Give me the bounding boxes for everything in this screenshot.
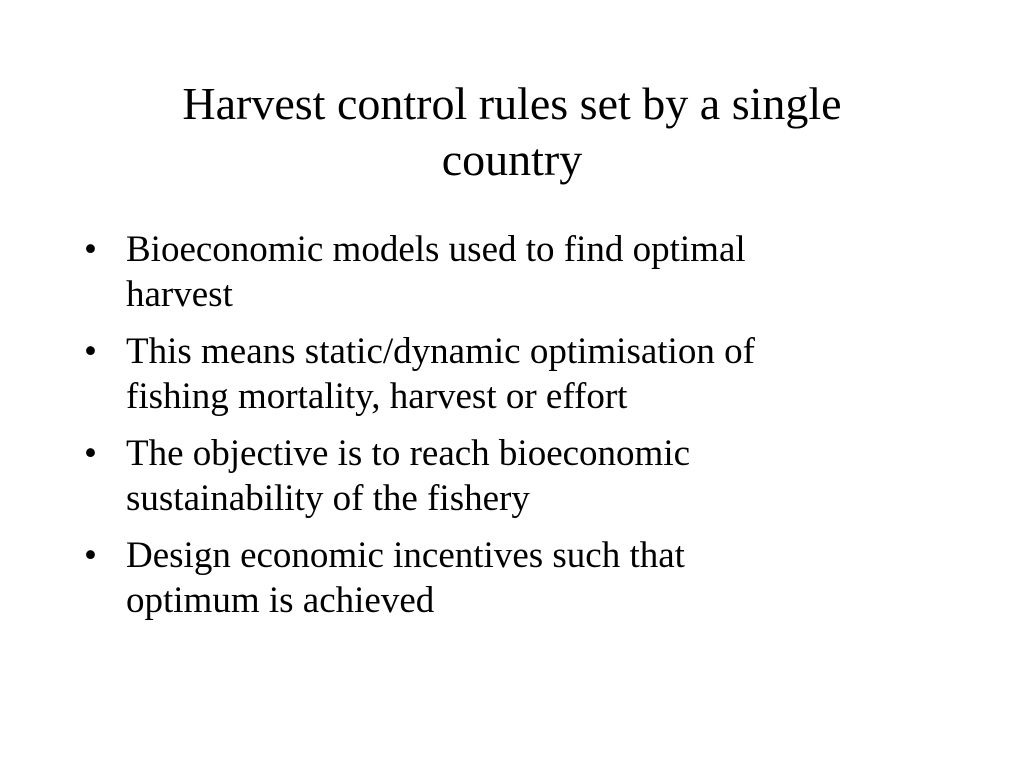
- bullet-icon: •: [84, 331, 97, 372]
- bullet-item-1: [84, 227, 944, 317]
- slide-title-line-1: Harvest control rules set by a single: [182, 78, 842, 129]
- bullet-item-2: [84, 329, 944, 419]
- bullet-text-line: The objective is to reach bioeconomic: [126, 433, 691, 474]
- bullet-item-4: [84, 533, 944, 623]
- bullet-text-line: This means static/dynamic optimisation of: [126, 331, 755, 372]
- bullet-text-line: optimum is achieved: [126, 580, 435, 621]
- bullet-text-line: harvest: [126, 274, 233, 315]
- bullet-item-3: [84, 431, 944, 521]
- bullet-icon: •: [84, 433, 97, 474]
- bullet-text-line: sustainability of the fishery: [126, 478, 530, 519]
- bullet-text-line: Design economic incentives such that: [126, 535, 685, 576]
- bullet-text-line: fishing mortality, harvest or effort: [126, 376, 628, 417]
- bullet-list: [84, 227, 944, 635]
- bullet-icon: •: [84, 535, 97, 576]
- bullet-text-line: Bioeconomic models used to find optimal: [126, 229, 746, 270]
- slide-title-line-2: country: [441, 134, 583, 185]
- bullet-icon: •: [84, 229, 97, 270]
- slide-title: [60, 76, 964, 188]
